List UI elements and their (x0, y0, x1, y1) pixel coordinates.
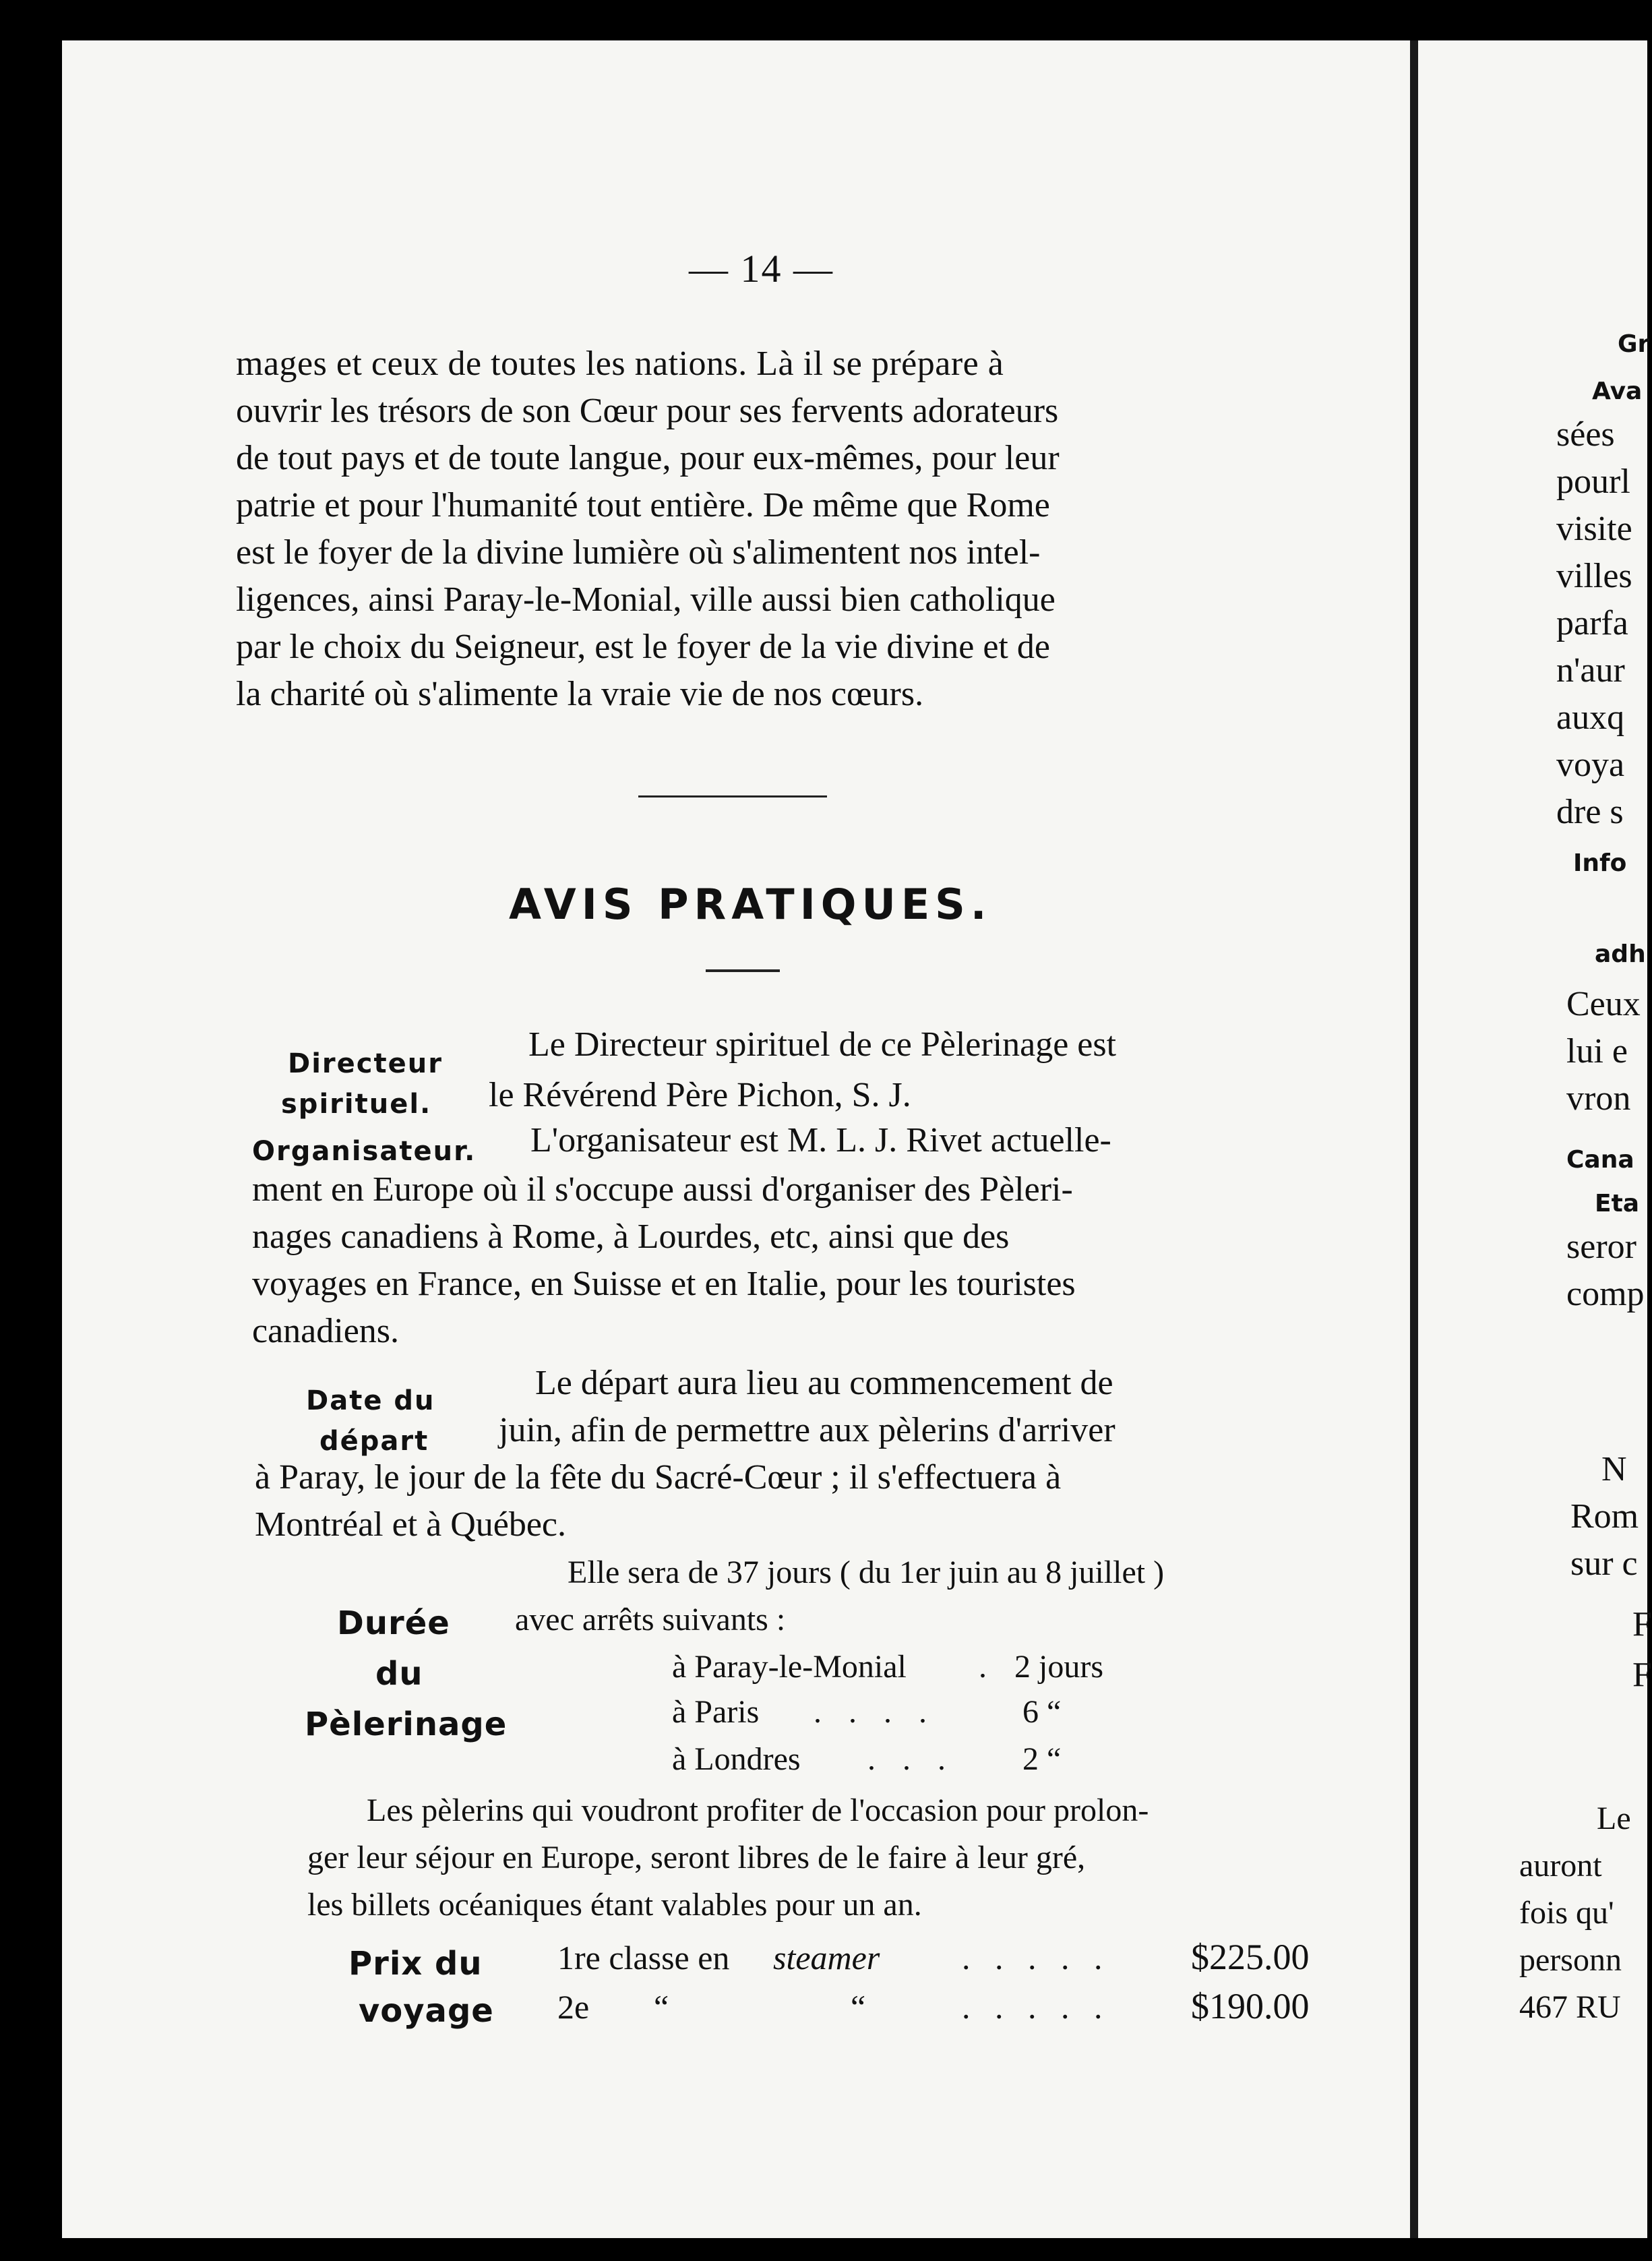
organisateur-text: ment en Europe où il s'occupe aussi d'organiser des Pèleri- (252, 1170, 1073, 1209)
depart-label-2: départ (319, 1426, 429, 1457)
intro-line: ligences, ainsi Paray-le-Monial, ville aussi bien catholique (236, 580, 1056, 619)
right-fragment: Le (1597, 1801, 1631, 1836)
prix-price: $225.00 (1191, 1937, 1310, 1977)
right-fragment: fois qu' (1519, 1895, 1614, 1931)
prix-classe: 2e (557, 1988, 590, 2026)
duree-note: Les pèlerins qui voudront profiter de l'occasion pour prolon- (367, 1792, 1149, 1828)
depart-label: Date du (306, 1385, 435, 1416)
depart-text: à Paray, le jour de la fête du Sacré-Cœur ; il s'effectuera à (255, 1458, 1062, 1497)
stop-days: 2 “ (1022, 1741, 1062, 1777)
right-fragment: Rom (1570, 1497, 1639, 1536)
right-fragment: Gr (1618, 330, 1650, 358)
section-heading: AVIS PRATIQUES. (509, 880, 992, 929)
page-number: — 14 — (689, 247, 834, 291)
left-page (62, 40, 1410, 2238)
prix-dots: . . . . . (962, 1988, 1111, 2026)
prix-dots: . . . . . (962, 1939, 1111, 1977)
right-fragment: auxq (1556, 698, 1625, 737)
stop-dots: . (979, 1649, 987, 1685)
duree-note: les billets océaniques étant valables pour un an. (307, 1887, 922, 1923)
prix-mode: “ (654, 1988, 669, 2026)
depart-text: juin, afin de permettre aux pèlerins d'arriver (499, 1411, 1115, 1449)
right-fragment: Ava (1592, 378, 1643, 405)
right-fragment: dre s (1556, 793, 1624, 831)
right-fragment: seror (1566, 1228, 1636, 1266)
right-fragment: F (1632, 1656, 1652, 1694)
duree-note: ger leur séjour en Europe, seront libres de le faire à leur gré, (307, 1840, 1086, 1875)
prix-ditto: “ (851, 1988, 866, 2026)
right-fragment: n'aur (1556, 651, 1625, 690)
right-fragment: Eta (1595, 1190, 1640, 1217)
right-fragment: Ceux (1566, 985, 1641, 1023)
right-fragment: lui e (1566, 1032, 1628, 1071)
depart-text: Montréal et à Québec. (255, 1505, 567, 1544)
right-fragment: Cana (1566, 1146, 1634, 1174)
prix-classe: 1re classe en (557, 1939, 730, 1977)
duree-label-3: Pèlerinage (305, 1706, 508, 1743)
stop-days: 2 jours (1014, 1649, 1103, 1685)
right-fragment: sées (1556, 415, 1615, 454)
prix-label: Prix du (348, 1945, 483, 1983)
organisateur-text: voyages en France, en Suisse et en Italie, pour les touristes (252, 1265, 1076, 1303)
organisateur-text: canadiens. (252, 1312, 400, 1350)
stop-dots: . . . . (814, 1694, 936, 1730)
right-fragment: sur c (1570, 1544, 1638, 1583)
intro-line: de tout pays et de toute langue, pour eux-mêmes, pour leur (236, 439, 1060, 477)
right-fragment: visite (1556, 510, 1632, 548)
intro-line: la charité où s'alimente la vraie vie de nos cœurs. (236, 675, 924, 713)
intro-line: mages et ceux de toutes les nations. Là il se prépare à (236, 344, 1004, 383)
right-fragment: adh (1595, 940, 1646, 968)
intro-line: ouvrir les trésors de son Cœur pour ses fervents adorateurs (236, 392, 1059, 430)
page-gutter (1410, 40, 1418, 2238)
stop-place: à Paris (672, 1694, 760, 1730)
prix-mode: steamer (773, 1939, 880, 1977)
prix-label-2: voyage (359, 1992, 494, 2030)
directeur-label: Directeur (288, 1048, 443, 1079)
directeur-text: le Révérend Père Pichon, S. J. (489, 1076, 911, 1114)
right-fragment: auront (1519, 1848, 1602, 1883)
stop-days: 6 “ (1022, 1694, 1062, 1730)
right-page-fragment (1418, 40, 1652, 2238)
right-fragment: Info (1573, 849, 1627, 877)
intro-line: est le foyer de la divine lumière où s'alimentent nos intel- (236, 533, 1041, 572)
directeur-text: Le Directeur spirituel de ce Pèlerinage est (528, 1025, 1117, 1064)
organisateur-text: L'organisateur est M. L. J. Rivet actuelle- (530, 1121, 1111, 1159)
right-fragment: personn (1519, 1942, 1622, 1978)
intro-line: patrie et pour l'humanité tout entière. De même que Rome (236, 486, 1050, 524)
right-fragment: vron (1566, 1079, 1631, 1118)
duree-label: Durée (337, 1604, 450, 1642)
intro-line: par le choix du Seigneur, est le foyer de la vie divine et de (236, 628, 1050, 666)
stop-dots: . . . (867, 1741, 955, 1777)
depart-text: Le départ aura lieu au commencement de (535, 1364, 1113, 1402)
duree-text: avec arrêts suivants : (515, 1602, 786, 1637)
right-fragment: N (1601, 1450, 1627, 1488)
duree-text: Elle sera de 37 jours ( du 1er juin au 8 juillet ) (568, 1555, 1165, 1590)
organisateur-text: nages canadiens à Rome, à Lourdes, etc, ainsi que des (252, 1217, 1010, 1256)
directeur-label-2: spirituel. (281, 1089, 432, 1120)
organisateur-label: Organisateur. (252, 1136, 477, 1167)
right-fragment: voya (1556, 746, 1625, 784)
right-fragment: villes (1556, 557, 1632, 595)
duree-label-2: du (375, 1655, 423, 1693)
divider-rule-short (706, 969, 780, 972)
stop-place: à Paray-le-Monial (672, 1649, 907, 1685)
right-fragment: 467 RU (1519, 1989, 1621, 2025)
right-fragment: comp (1566, 1275, 1645, 1313)
right-fragment: pourl (1556, 462, 1630, 501)
right-fragment: parfa (1556, 604, 1628, 642)
stop-place: à Londres (672, 1741, 801, 1777)
prix-price: $190.00 (1191, 1986, 1310, 2026)
divider-rule (638, 795, 827, 797)
right-fragment: F (1632, 1605, 1652, 1644)
